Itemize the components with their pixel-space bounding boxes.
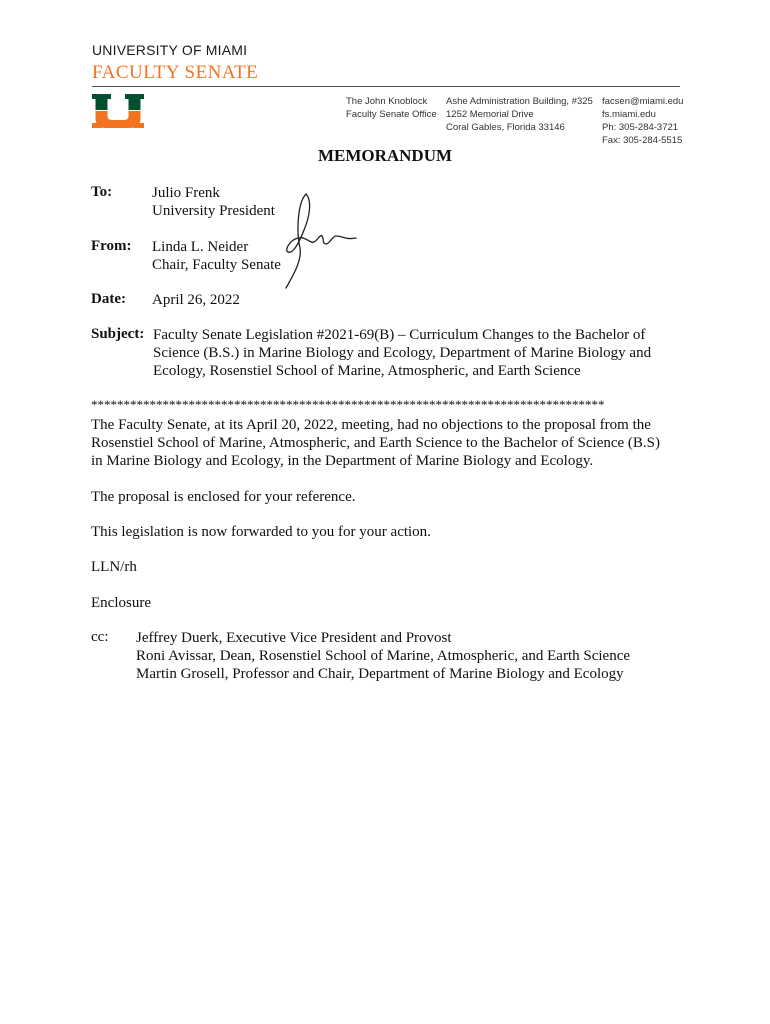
address-line: Coral Gables, Florida 33146 [446, 122, 565, 133]
address-line: Ashe Administration Building, #325 [446, 96, 593, 107]
cc-recipient: Jeffrey Duerk, Executive Vice President and Provost [136, 630, 452, 646]
body-paragraph-1 [91, 416, 660, 470]
cc-recipient: Roni Avissar, Dean, Rosenstiel School of Marine, Atmospheric, and Earth Science [136, 648, 631, 664]
from-line: Linda L. Neider [152, 239, 249, 255]
university-u-logo-icon [92, 94, 144, 128]
signature-icon [276, 190, 360, 292]
header-divider [92, 86, 680, 87]
to-line: University President [152, 203, 275, 219]
contact-website: fs.miami.edu [602, 109, 656, 120]
body-line: in Marine Biology and Ecology, in the Department of Marine Biology and Ecology. [91, 453, 594, 469]
from-value [152, 238, 281, 274]
address-line: 1252 Memorial Drive [446, 109, 534, 120]
body-line: The Faculty Senate, at its April 20, 2022, meeting, had no objections to the proposal from the [91, 417, 651, 433]
body-line: Rosenstiel School of Marine, Atmospheric, and Earth Science to the Bachelor of Science (B.S) [91, 435, 661, 451]
memo-title: MEMORANDUM [317, 146, 453, 165]
enclosure-note: Enclosure [91, 595, 151, 611]
to-line: Julio Frenk [152, 185, 220, 201]
subject-label: Subject: [91, 326, 145, 342]
cc-recipient: Martin Grosell, Professor and Chair, Department of Marine Biology and Ecology [136, 666, 624, 682]
cc-label: cc: [91, 629, 109, 645]
body-paragraph-3: This legislation is now forwarded to you for your action. [91, 524, 431, 540]
body-paragraph-2: The proposal is enclosed for your reference. [91, 489, 356, 505]
subject-line: Science (B.S.) in Marine Biology and Ecology, Department of Marine Biology and [153, 345, 652, 361]
university-name: UNIVERSITY OF MIAMI [92, 42, 248, 58]
subject-line: Ecology, Rosenstiel School of Marine, Atmospheric, and Earth Science [153, 363, 581, 379]
initials: LLN/rh [91, 559, 137, 575]
subject-text [153, 326, 651, 380]
contact-fax: Fax: 305-284-5515 [602, 135, 683, 146]
cc-list [136, 629, 630, 683]
date-value: April 26, 2022 [152, 292, 240, 308]
address-line: The John Knoblock [346, 96, 428, 107]
to-label: To: [91, 184, 113, 200]
from-label: From: [91, 238, 132, 254]
separator-line: ******************************************************************************* [91, 397, 605, 412]
address-column-office [346, 95, 437, 121]
faculty-senate-name: FACULTY SENATE [92, 62, 259, 83]
address-column-street [446, 95, 593, 134]
contact-phone: Ph: 305-284-3721 [602, 122, 679, 133]
to-value [152, 184, 275, 220]
address-line: Faculty Senate Office [346, 109, 437, 120]
from-line: Chair, Faculty Senate [152, 257, 281, 273]
address-column-contact [602, 95, 683, 147]
date-label: Date: [91, 291, 126, 307]
subject-line: Faculty Senate Legislation #2021-69(B) – Curriculum Changes to the Bachelor of [153, 327, 646, 343]
contact-email: facsen@miami.edu [602, 96, 684, 107]
